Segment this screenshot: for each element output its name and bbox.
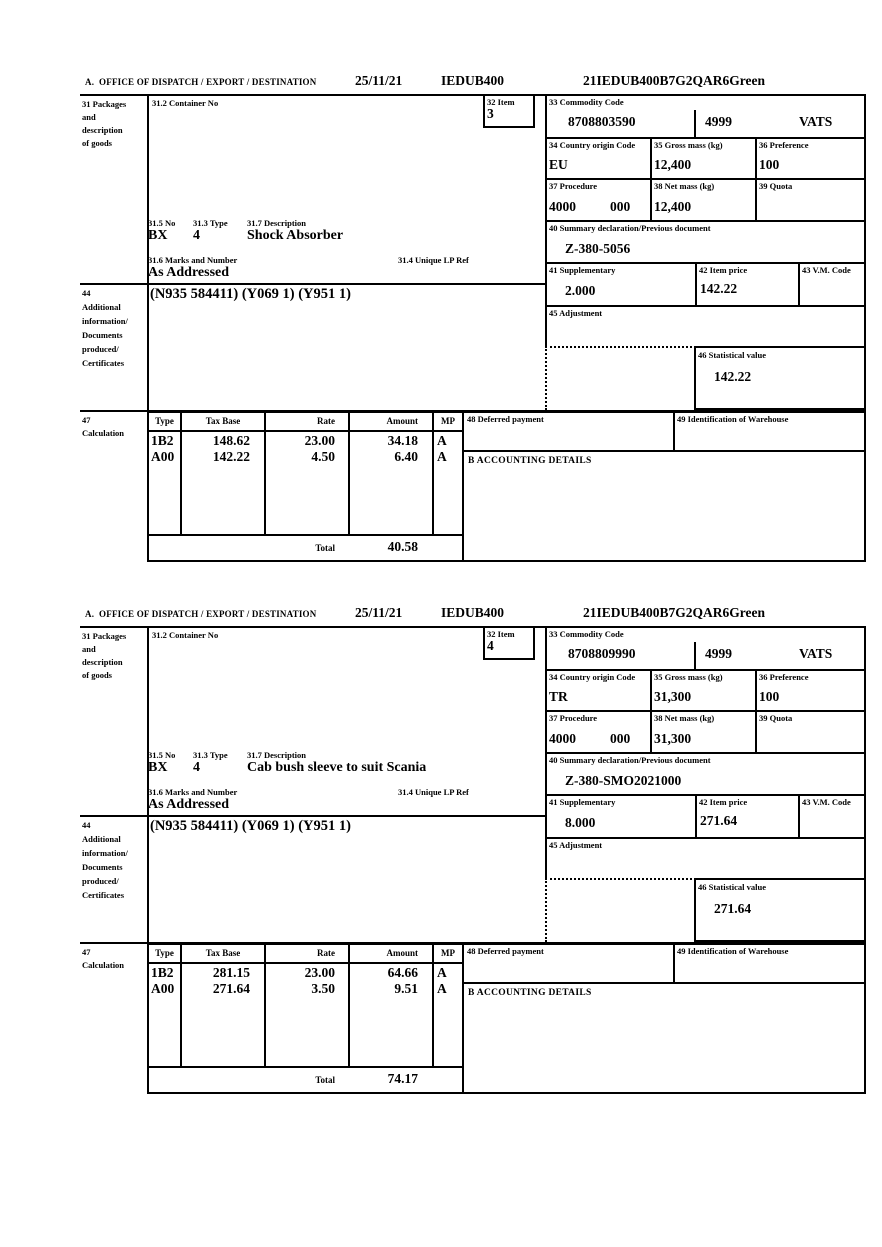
- summary-declaration-label: 40 Summary declaration/Previous document: [549, 223, 711, 233]
- unique-lp-ref-label: 31.4 Unique LP Ref: [398, 787, 469, 797]
- calc-cell: 1B2: [151, 965, 174, 980]
- item-price-label: 42 Item price: [699, 797, 748, 807]
- supplementary-label: 41 Supplementary: [549, 265, 616, 275]
- calc-cell: A00: [151, 981, 175, 996]
- box44-label: [82, 818, 128, 902]
- description-label: 31.7 Description: [247, 750, 307, 760]
- statistical-value: 271.64: [714, 901, 752, 916]
- calc-cell: 4.50: [311, 449, 335, 464]
- calc-cell: 1B2: [151, 433, 174, 448]
- net-mass-value: 31,300: [654, 731, 692, 746]
- additional-info-value: (N935 584411) (Y069 1) (Y951 1): [150, 286, 351, 302]
- quota-label: 39 Quota: [759, 181, 793, 191]
- preference-value: 100: [759, 157, 780, 172]
- calculation-label-line: 47: [82, 415, 91, 425]
- procedure-value-1: 4000: [549, 199, 576, 214]
- package-no-value: BX: [148, 760, 168, 775]
- package-type-value: 4: [193, 760, 200, 775]
- net-mass-label: 38 Net mass (kg): [654, 713, 715, 723]
- box44-label-line: Additional: [82, 834, 121, 844]
- box44-label-line: 44: [82, 288, 91, 298]
- calc-cell: 271.64: [212, 981, 250, 996]
- calc-cell: A00: [151, 449, 175, 464]
- box44-label-line: Documents: [82, 862, 123, 872]
- gross-mass-value: 12,400: [654, 157, 692, 172]
- box44-label-line: produced/: [82, 876, 119, 886]
- total-value: 40.58: [387, 539, 418, 554]
- box31-label: [82, 98, 126, 150]
- calc-cell: 23.00: [304, 433, 335, 448]
- package-type-label: 31.3 Type: [193, 218, 228, 228]
- office-code: IEDUB400: [441, 605, 505, 620]
- package-no-value: BX: [148, 228, 168, 243]
- accounting-details-label: B ACCOUNTING DETAILS: [468, 988, 592, 998]
- procedure-value-2: 000: [610, 731, 631, 746]
- commodity-code-value: 8708809990: [568, 646, 636, 661]
- country-origin-label: 34 Country origin Code: [549, 140, 636, 150]
- calc-header-amount: Amount: [386, 948, 418, 958]
- commodity-code-value: 8708803590: [568, 114, 636, 129]
- total-value: 74.17: [387, 1071, 418, 1086]
- box44-label-line: information/: [82, 848, 128, 858]
- country-origin-value: EU: [549, 157, 568, 172]
- preference-label: 36 Preference: [759, 140, 809, 150]
- calc-header-type: Type: [155, 416, 174, 426]
- description-value: Shock Absorber: [247, 228, 344, 243]
- deferred-payment-label: 48 Deferred payment: [467, 414, 544, 424]
- commodity-code-divider: [694, 642, 696, 669]
- marks-and-number-label: 31.6 Marks and Number: [148, 255, 238, 265]
- calc-header-mp: MP: [441, 416, 455, 426]
- item-label: 32 Item: [487, 629, 515, 639]
- description-value: Cab bush sleeve to suit Scania: [247, 760, 427, 775]
- summary-declaration-label: 40 Summary declaration/Previous document: [549, 755, 711, 765]
- deferred-payment-label: 48 Deferred payment: [467, 946, 544, 956]
- declaration-item-section: [0, 602, 882, 1094]
- mrn-reference: 21IEDUB400B7G2QAR6Green: [583, 605, 766, 620]
- box44-label-line: produced/: [82, 344, 119, 354]
- box44-label-line: Certificates: [82, 890, 125, 900]
- container-no-label: 31.2 Container No: [152, 630, 219, 640]
- commodity-code-label: 33 Commodity Code: [549, 97, 624, 107]
- calc-header-rate: Rate: [317, 416, 335, 426]
- calculation-label-line: Calculation: [82, 960, 125, 970]
- marks-and-number-value: As Addressed: [148, 265, 230, 280]
- vat-code-value: VATS: [799, 114, 833, 129]
- country-origin-label: 34 Country origin Code: [549, 672, 636, 682]
- package-no-label: 31.5 No: [148, 750, 176, 760]
- calc-cell: A: [437, 449, 447, 464]
- container-no-label: 31.2 Container No: [152, 98, 219, 108]
- marks-and-number-label: 31.6 Marks and Number: [148, 787, 238, 797]
- box44-label-line: Certificates: [82, 358, 125, 368]
- box31-label-line: of goods: [82, 138, 112, 148]
- gross-mass-label: 35 Gross mass (kg): [654, 140, 723, 150]
- procedure-value-2: 000: [610, 199, 631, 214]
- box31-label-line: and: [82, 112, 96, 122]
- dotted-top-border: [545, 346, 696, 348]
- package-type-value: 4: [193, 228, 200, 243]
- box44-label-line: 44: [82, 820, 91, 830]
- summary-declaration-value: Z-380-SMO2021000: [565, 773, 682, 788]
- total-label: Total: [315, 543, 335, 553]
- preference-value: 100: [759, 689, 780, 704]
- box31-label-line: description: [82, 125, 123, 135]
- declaration-date: 25/11/21: [355, 605, 403, 620]
- label-column-divider: [147, 94, 149, 410]
- box44-label-line: Additional: [82, 302, 121, 312]
- accounting-details-box: [462, 450, 866, 562]
- accounting-details-label: B ACCOUNTING DETAILS: [468, 456, 592, 466]
- calc-cell: 148.62: [212, 433, 250, 448]
- calc-cell: 64.66: [387, 965, 418, 980]
- dotted-left-border: [545, 346, 547, 410]
- declaration-date: 25/11/21: [355, 73, 403, 88]
- dotted-top-border: [545, 878, 696, 880]
- calc-cell: 23.00: [304, 965, 335, 980]
- box31-label-line: 31 Packages: [82, 631, 127, 641]
- declaration-item-section: [0, 70, 882, 562]
- mrn-reference: 21IEDUB400B7G2QAR6Green: [583, 73, 766, 88]
- gross-mass-label: 35 Gross mass (kg): [654, 672, 723, 682]
- box44-label: [82, 286, 128, 370]
- office-code: IEDUB400: [441, 73, 505, 88]
- warehouse-label: 49 Identification of Warehouse: [677, 946, 789, 956]
- calc-header-amount: Amount: [386, 416, 418, 426]
- commodity-code-label: 33 Commodity Code: [549, 629, 624, 639]
- dotted-left-border: [545, 878, 547, 942]
- package-no-label: 31.5 No: [148, 218, 176, 228]
- vm-code-label: 43 V.M. Code: [802, 265, 851, 275]
- gross-mass-value: 31,300: [654, 689, 692, 704]
- label-column-divider: [147, 626, 149, 942]
- statistical-value-label: 46 Statistical value: [698, 350, 766, 360]
- package-type-label: 31.3 Type: [193, 750, 228, 760]
- warehouse-label: 49 Identification of Warehouse: [677, 414, 789, 424]
- total-label: Total: [315, 1075, 335, 1085]
- procedure-value-1: 4000: [549, 731, 576, 746]
- box44-top-rule: [80, 815, 547, 817]
- additional-info-value: (N935 584411) (Y069 1) (Y951 1): [150, 818, 351, 834]
- box31-label-line: and: [82, 644, 96, 654]
- supplementary-value: 2.000: [565, 283, 596, 298]
- item-price-value: 271.64: [700, 813, 738, 828]
- statistical-value-label: 46 Statistical value: [698, 882, 766, 892]
- calculation-label-line: 47: [82, 947, 91, 957]
- box44-top-rule: [80, 283, 547, 285]
- quota-label: 39 Quota: [759, 713, 793, 723]
- item-number: 4: [487, 638, 494, 653]
- calculation-label: [82, 414, 124, 440]
- office-of-dispatch-label: A. OFFICE OF DISPATCH / EXPORT / DESTINATION: [85, 609, 317, 619]
- accounting-details-box: [462, 982, 866, 1094]
- item-label: 32 Item: [487, 97, 515, 107]
- total-row-left-border: [147, 534, 149, 562]
- box44-label-line: Documents: [82, 330, 123, 340]
- calc-cell: A: [437, 981, 447, 996]
- calc-cell: 9.51: [394, 981, 418, 996]
- commodity-code-divider: [694, 110, 696, 137]
- calc-cell: A: [437, 965, 447, 980]
- total-row-left-border: [147, 1066, 149, 1094]
- item-price-value: 142.22: [700, 281, 738, 296]
- item-price-label: 42 Item price: [699, 265, 748, 275]
- office-of-dispatch-label: A. OFFICE OF DISPATCH / EXPORT / DESTINATION: [85, 77, 317, 87]
- calculation-label-line: Calculation: [82, 428, 125, 438]
- calc-cell: 142.22: [212, 449, 250, 464]
- box31-label-line: 31 Packages: [82, 99, 127, 109]
- box31-label: [82, 630, 126, 682]
- description-label: 31.7 Description: [247, 218, 307, 228]
- calculation-label: [82, 946, 124, 972]
- calc-header-mp: MP: [441, 948, 455, 958]
- procedure-label: 37 Procedure: [549, 713, 598, 723]
- procedure-label: 37 Procedure: [549, 181, 598, 191]
- vm-code-label: 43 V.M. Code: [802, 797, 851, 807]
- supplementary-value: 8.000: [565, 815, 596, 830]
- box44-label-line: information/: [82, 316, 128, 326]
- calc-cell: 281.15: [212, 965, 250, 980]
- box31-label-line: description: [82, 657, 123, 667]
- commodity-code2-value: 4999: [705, 646, 732, 661]
- summary-declaration-value: Z-380-5056: [565, 241, 631, 256]
- calc-cell: 34.18: [387, 433, 418, 448]
- calc-header-type: Type: [155, 948, 174, 958]
- calc-cell: 3.50: [311, 981, 335, 996]
- supplementary-label: 41 Supplementary: [549, 797, 616, 807]
- commodity-code2-value: 4999: [705, 114, 732, 129]
- vat-code-value: VATS: [799, 646, 833, 661]
- adjustment-label: 45 Adjustment: [549, 840, 603, 850]
- country-origin-value: TR: [549, 689, 568, 704]
- box31-label-line: of goods: [82, 670, 112, 680]
- calc-header-taxbase: Tax Base: [205, 948, 241, 958]
- marks-and-number-value: As Addressed: [148, 797, 230, 812]
- calc-header-rate: Rate: [317, 948, 335, 958]
- statistical-value: 142.22: [714, 369, 752, 384]
- item-number: 3: [487, 106, 494, 121]
- adjustment-label: 45 Adjustment: [549, 308, 603, 318]
- net-mass-label: 38 Net mass (kg): [654, 181, 715, 191]
- net-mass-value: 12,400: [654, 199, 692, 214]
- calc-header-taxbase: Tax Base: [205, 416, 241, 426]
- calc-cell: A: [437, 433, 447, 448]
- calc-cell: 6.40: [394, 449, 418, 464]
- preference-label: 36 Preference: [759, 672, 809, 682]
- unique-lp-ref-label: 31.4 Unique LP Ref: [398, 255, 469, 265]
